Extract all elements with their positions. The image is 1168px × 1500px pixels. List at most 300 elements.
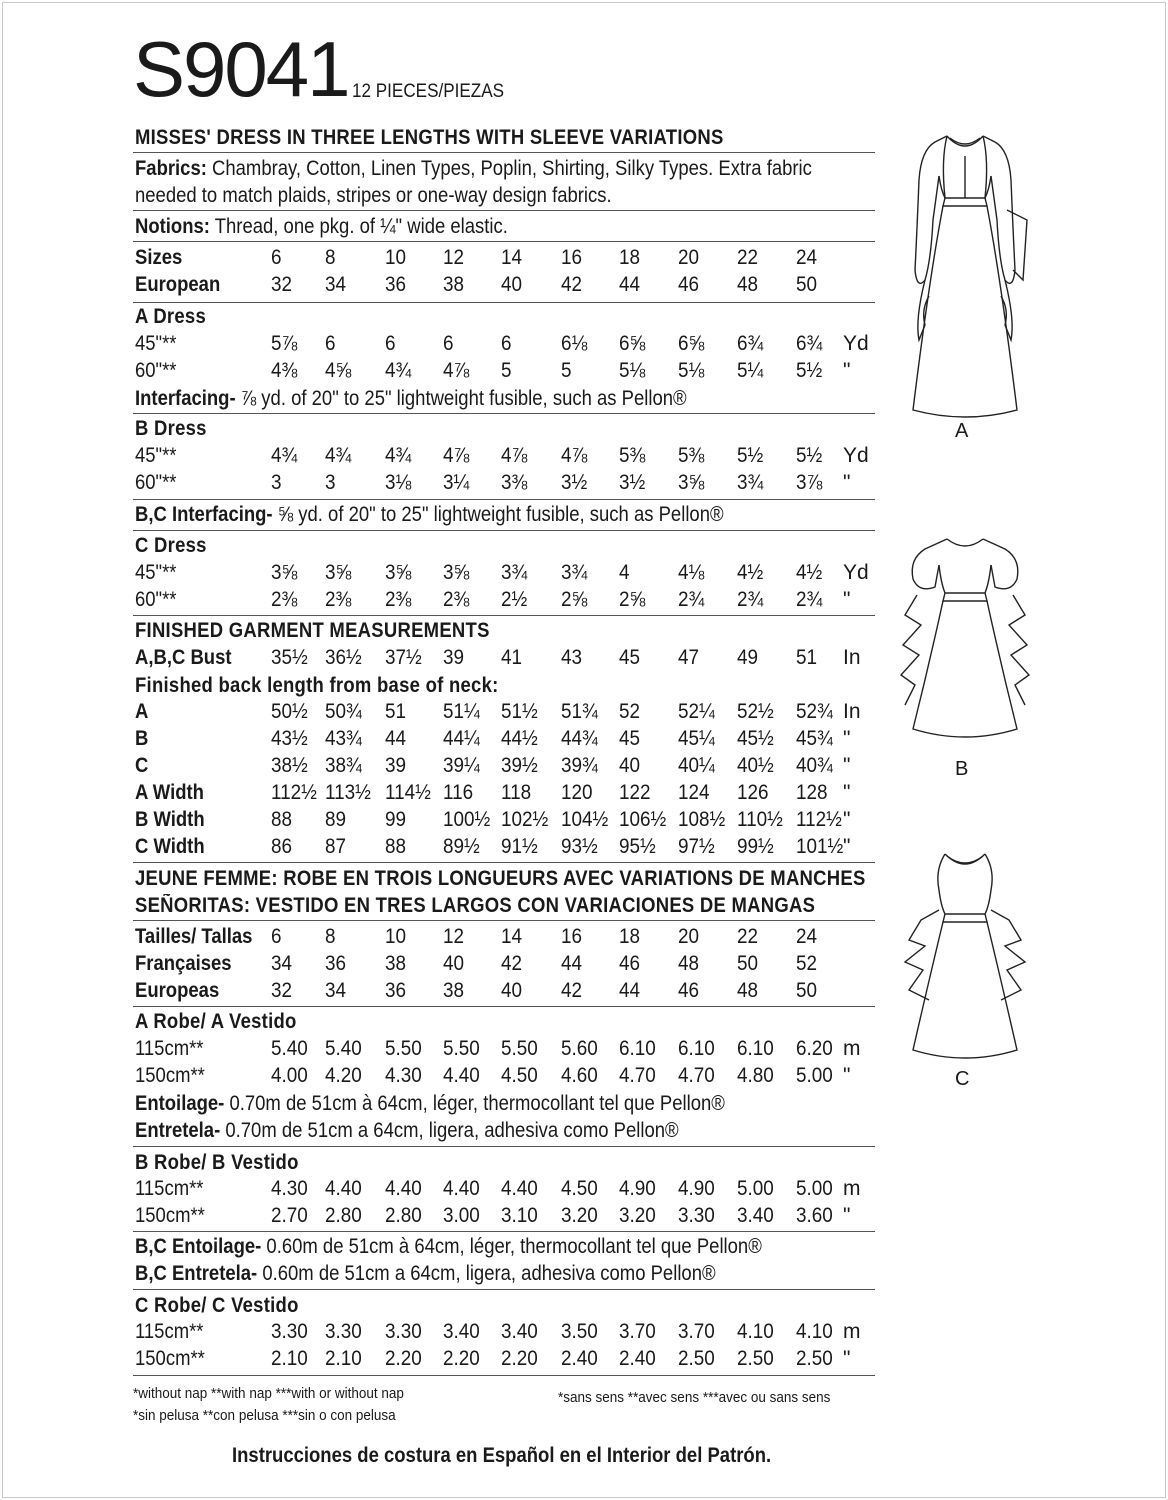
cell: 5.50 [385, 1037, 422, 1060]
cell: 4¾ [385, 359, 412, 382]
row-label: 45"** [135, 561, 177, 584]
cell: 2⅝ [619, 588, 646, 611]
cell: 5½ [796, 444, 823, 467]
cell: 91½ [501, 835, 538, 858]
cell: 38 [443, 979, 465, 1002]
notions: Notions: Thread, one pkg. of ¼" wide elastic. [135, 215, 508, 238]
unit: " [843, 754, 851, 777]
cell: 45 [619, 646, 641, 669]
cell: 50½ [271, 700, 308, 723]
cell: 2.20 [443, 1347, 480, 1370]
finished-title: FINISHED GARMENT MEASUREMENTS [135, 619, 490, 642]
divider [133, 530, 875, 531]
cell: 3⅛ [385, 471, 412, 494]
cell: 93½ [561, 835, 598, 858]
cell: 2¾ [678, 588, 705, 611]
cell: 44 [619, 979, 641, 1002]
cell: 39½ [501, 754, 538, 777]
cell: 34 [325, 273, 347, 296]
unit: In [843, 700, 861, 723]
row-label: 60"** [135, 588, 177, 611]
cell: 110½ [737, 808, 783, 831]
cell: 42 [561, 979, 583, 1002]
cell: 5⅜ [678, 444, 705, 467]
cell: 4.90 [678, 1177, 715, 1200]
cell: 4¾ [271, 444, 298, 467]
cell: 4.40 [443, 1064, 480, 1087]
cell: 18 [619, 246, 641, 269]
divider [133, 1289, 875, 1290]
bc-interfacing: B,C Interfacing- ⅝ yd. of 20" to 25" lightweight fusible, such as Pellon® [135, 503, 724, 526]
cell: 126 [737, 781, 769, 804]
cell: 2⅜ [443, 588, 470, 611]
cell: 3⅝ [443, 561, 470, 584]
row-label: 150cm** [135, 1347, 205, 1370]
cell: 4⅞ [443, 444, 470, 467]
cell: 32 [271, 273, 293, 296]
cell: 8 [325, 925, 336, 948]
cell: 3¾ [737, 471, 764, 494]
cell: 45¾ [796, 727, 833, 750]
row-label: A,B,C Bust [135, 646, 232, 669]
row-label: Sizes [135, 246, 183, 269]
cell: 41 [501, 646, 523, 669]
cell: 45½ [737, 727, 774, 750]
figure-c-label: C [955, 1068, 970, 1090]
cell: 3.70 [678, 1320, 715, 1343]
cell: 42 [501, 952, 523, 975]
unit: " [843, 727, 851, 750]
cell: 38½ [271, 754, 308, 777]
cell: 112½ [796, 808, 842, 831]
cell: 3¾ [501, 561, 528, 584]
row-label: 150cm** [135, 1204, 205, 1227]
cell: 6 [325, 332, 336, 355]
divider [133, 413, 875, 414]
cell: 2.20 [385, 1347, 422, 1370]
cell: 88 [271, 808, 293, 831]
cell: 3 [325, 471, 336, 494]
cell: 5.00 [796, 1177, 833, 1200]
cell: 3.40 [501, 1320, 538, 1343]
cell: 3.20 [561, 1204, 598, 1227]
row-label: C [135, 754, 149, 777]
cell: 2.50 [678, 1347, 715, 1370]
cell: 4¾ [385, 444, 412, 467]
cell: 6 [501, 332, 512, 355]
cell: 10 [385, 246, 407, 269]
title-fr: JEUNE FEMME: ROBE EN TROIS LONGUEURS AVEC VARIATIONS DE MANCHES [135, 867, 866, 890]
cell: 6⅝ [619, 332, 646, 355]
cell: 116 [443, 781, 474, 804]
cell: 52 [796, 952, 818, 975]
a-interfacing: Interfacing- ⅞ yd. of 20" to 25" lightweight fusible, such as Pellon® [135, 387, 687, 410]
cell: 102½ [501, 808, 549, 831]
cell: 3.60 [796, 1204, 833, 1227]
cell: 3.30 [271, 1320, 308, 1343]
unit: m [843, 1320, 861, 1343]
cell: 3¾ [561, 561, 588, 584]
cell: 3⅜ [501, 471, 528, 494]
cell: 5½ [796, 359, 823, 382]
cell: 4 [619, 561, 630, 584]
cell: 120 [561, 781, 593, 804]
cell: 4.50 [561, 1177, 598, 1200]
cell: 3⅝ [325, 561, 352, 584]
row-label: 115cm** [135, 1177, 204, 1200]
cell: 99½ [737, 835, 774, 858]
divider [133, 1375, 875, 1376]
row-label: 45"** [135, 444, 177, 467]
cell: 89½ [443, 835, 480, 858]
cell: 2.80 [385, 1204, 422, 1227]
cell: 36 [385, 979, 407, 1002]
row-label: 45"** [135, 332, 177, 355]
unit: Yd [843, 332, 869, 355]
cell: 42 [561, 273, 583, 296]
cell: 6⅝ [678, 332, 705, 355]
divider [133, 302, 875, 303]
cell: 40 [501, 979, 523, 1002]
cell: 108½ [678, 808, 726, 831]
pattern-number: S9041 [133, 25, 349, 113]
cell: 113½ [325, 781, 371, 804]
cell: 3.70 [619, 1320, 656, 1343]
cell: 5⅛ [619, 359, 646, 382]
cell: 46 [619, 952, 641, 975]
cell: 3.30 [325, 1320, 362, 1343]
cell: 2.50 [737, 1347, 774, 1370]
cell: 3⅞ [796, 471, 823, 494]
cell: 44¾ [561, 727, 598, 750]
cell: 4.90 [619, 1177, 656, 1200]
cell: 5½ [737, 444, 764, 467]
cell: 43½ [271, 727, 308, 750]
unit: Yd [843, 444, 869, 467]
cell: 5⅜ [619, 444, 646, 467]
cell: 2.50 [796, 1347, 833, 1370]
cell: 22 [737, 246, 759, 269]
cell: 52½ [737, 700, 774, 723]
title-es: SEÑORITAS: VESTIDO EN TRES LARGOS CON VARIACIONES DE MANGAS [135, 894, 816, 917]
cell: 86 [271, 835, 293, 858]
bc-entoilage: B,C Entoilage- 0.60m de 51cm à 64cm, léger, thermocollant tel que Pellon® [135, 1235, 762, 1258]
dress-c-illustration [895, 850, 1035, 1070]
cell: 12 [443, 246, 465, 269]
cell: 89 [325, 808, 347, 831]
row-label: 115cm** [135, 1037, 204, 1060]
cell: 87 [325, 835, 347, 858]
pieces-count: 12 PIECES/PIEZAS [352, 81, 505, 102]
cell: 3.40 [443, 1320, 480, 1343]
divider [133, 499, 875, 500]
cell: 32 [271, 979, 293, 1002]
divider [133, 920, 875, 921]
cell: 35½ [271, 646, 308, 669]
cell: 4⅞ [443, 359, 470, 382]
cell: 3 [271, 471, 282, 494]
cell: 40 [501, 273, 523, 296]
row-label: Europeas [135, 979, 220, 1002]
cell: 38¾ [325, 754, 362, 777]
cell: 6¾ [737, 332, 764, 355]
cell: 46 [678, 273, 700, 296]
c-robe-title: C Robe/ C Vestido [135, 1294, 299, 1317]
cell: 52¼ [678, 700, 715, 723]
b-dress-title: B Dress [135, 417, 207, 440]
cell: 24 [796, 246, 818, 269]
cell: 5.60 [561, 1037, 598, 1060]
unit: " [843, 781, 851, 804]
figure-a-label: A [955, 420, 969, 442]
cell: 14 [501, 246, 523, 269]
cell: 4.30 [271, 1177, 308, 1200]
cell: 5 [561, 359, 572, 382]
cell: 4.00 [271, 1064, 308, 1087]
cell: 4.40 [501, 1177, 538, 1200]
cell: 49 [737, 646, 759, 669]
cell: 50 [796, 273, 818, 296]
cell: 6.10 [619, 1037, 656, 1060]
cell: 3½ [561, 471, 588, 494]
divider [133, 862, 875, 863]
cell: 5.50 [501, 1037, 538, 1060]
cell: 112½ [271, 781, 317, 804]
cell: 3.10 [501, 1204, 538, 1227]
unit: " [843, 835, 851, 858]
unit: " [843, 471, 851, 494]
cell: 3⅝ [678, 471, 705, 494]
row-label: A [135, 700, 149, 723]
a-dress-title: A Dress [135, 305, 207, 328]
cell: 34 [325, 979, 347, 1002]
cell: 6 [271, 925, 282, 948]
cell: 36½ [325, 646, 362, 669]
cell: 4.40 [443, 1177, 480, 1200]
cell: 2⅜ [325, 588, 352, 611]
cell: 18 [619, 925, 641, 948]
cell: 45 [619, 727, 641, 750]
cell: 44 [561, 952, 583, 975]
cell: 22 [737, 925, 759, 948]
cell: 4⅝ [325, 359, 352, 382]
cell: 45¼ [678, 727, 715, 750]
cell: 97½ [678, 835, 715, 858]
cell: 5.40 [271, 1037, 308, 1060]
cell: 2.70 [271, 1204, 308, 1227]
cell: 4.10 [796, 1320, 833, 1343]
cell: 4.70 [678, 1064, 715, 1087]
cell: 40 [443, 952, 465, 975]
fabrics-line1: Fabrics: Chambray, Cotton, Linen Types, Poplin, Shirting, Silky Types. Extra fabric [135, 157, 812, 180]
cell: 48 [678, 952, 700, 975]
cell: 50¾ [325, 700, 362, 723]
cell: 5.00 [737, 1177, 774, 1200]
cell: 99 [385, 808, 407, 831]
cell: 48 [737, 273, 759, 296]
cell: 3.30 [678, 1204, 715, 1227]
cell: 52 [619, 700, 641, 723]
cell: 43¾ [325, 727, 362, 750]
unit: Yd [843, 561, 869, 584]
cell: 51 [385, 700, 407, 723]
cell: 4⅛ [678, 561, 705, 584]
divider [133, 1006, 875, 1007]
cell: 2.20 [501, 1347, 538, 1370]
cell: 38 [443, 273, 465, 296]
cell: 3⅝ [271, 561, 298, 584]
cell: 2.10 [271, 1347, 308, 1370]
unit: " [843, 588, 851, 611]
cell: 6 [443, 332, 454, 355]
cell: 114½ [385, 781, 431, 804]
cell: 6 [271, 246, 282, 269]
cell: 3½ [619, 471, 646, 494]
cell: 3.20 [619, 1204, 656, 1227]
cell: 51 [796, 646, 818, 669]
cell: 51¼ [443, 700, 480, 723]
cell: 10 [385, 925, 407, 948]
cell: 40 [619, 754, 641, 777]
cell: 8 [325, 246, 336, 269]
cell: 106½ [619, 808, 667, 831]
cell: 4.10 [737, 1320, 774, 1343]
row-label: 150cm** [135, 1064, 205, 1087]
row-label: B Width [135, 808, 205, 831]
cell: 2¾ [737, 588, 764, 611]
cell: 52¾ [796, 700, 833, 723]
cell: 124 [678, 781, 710, 804]
figure-b-label: B [955, 758, 969, 780]
cell: 2¾ [796, 588, 823, 611]
cell: 3.50 [561, 1320, 598, 1343]
row-label: Tailles/ Tallas [135, 925, 253, 948]
row-label: B [135, 727, 149, 750]
row-label: European [135, 273, 221, 296]
cell: 6.10 [678, 1037, 715, 1060]
a-robe-title: A Robe/ A Vestido [135, 1010, 297, 1033]
cell: 5 [501, 359, 512, 382]
cell: 39 [385, 754, 407, 777]
cell: 46 [678, 979, 700, 1002]
cell: 5¼ [737, 359, 764, 382]
bc-entretela: B,C Entretela- 0.60m de 51cm a 64cm, ligera, adhesiva como Pellon® [135, 1262, 716, 1285]
row-label: 115cm** [135, 1320, 204, 1343]
dress-b-illustration [895, 535, 1035, 755]
cell: 101½ [796, 835, 844, 858]
cell: 37½ [385, 646, 422, 669]
row-label: C Width [135, 835, 205, 858]
cell: 88 [385, 835, 407, 858]
a-entretela: Entretela- 0.70m de 51cm a 64cm, ligera, adhesiva como Pellon® [135, 1119, 679, 1142]
unit: " [843, 1347, 851, 1370]
cell: 38 [385, 952, 407, 975]
cell: 44½ [501, 727, 538, 750]
cell: 39¼ [443, 754, 480, 777]
unit: " [843, 1204, 851, 1227]
cell: 4.60 [561, 1064, 598, 1087]
cell: 50 [737, 952, 759, 975]
cell: 51½ [501, 700, 538, 723]
cell: 12 [443, 925, 465, 948]
cell: 43 [561, 646, 583, 669]
cell: 20 [678, 925, 700, 948]
cell: 5.00 [796, 1064, 833, 1087]
unit: m [843, 1177, 861, 1200]
row-label: 60"** [135, 471, 177, 494]
cell: 44 [619, 273, 641, 296]
cell: 4⅞ [561, 444, 588, 467]
cell: 4⅞ [501, 444, 528, 467]
cell: 104½ [561, 808, 609, 831]
fabrics-line2: needed to match plaids, stripes or one-way design fabrics. [135, 184, 612, 207]
cell: 6.20 [796, 1037, 833, 1060]
cell: 4¾ [325, 444, 352, 467]
cell: 4½ [796, 561, 823, 584]
cell: 44 [385, 727, 407, 750]
a-entoilage: Entoilage- 0.70m de 51cm à 64cm, léger, thermocollant tel que Pellon® [135, 1092, 725, 1115]
cell: 4.40 [325, 1177, 362, 1200]
cell: 95½ [619, 835, 656, 858]
row-label: 60"** [135, 359, 177, 382]
cell: 39¾ [561, 754, 598, 777]
cell: 4.30 [385, 1064, 422, 1087]
cell: 6.10 [737, 1037, 774, 1060]
unit: " [843, 1064, 851, 1087]
cell: 6¾ [796, 332, 823, 355]
cell: 44¼ [443, 727, 480, 750]
cell: 4.80 [737, 1064, 774, 1087]
cell: 4.40 [385, 1177, 422, 1200]
cell: 118 [501, 781, 532, 804]
cell: 2.10 [325, 1347, 362, 1370]
unit: " [843, 808, 851, 831]
unit: " [843, 359, 851, 382]
cell: 5⅞ [271, 332, 298, 355]
cell: 4⅜ [271, 359, 298, 382]
cell: 47 [678, 646, 700, 669]
cell: 4½ [737, 561, 764, 584]
row-label: Françaises [135, 952, 232, 975]
cell: 4.20 [325, 1064, 362, 1087]
cell: 34 [271, 952, 293, 975]
cell: 2½ [501, 588, 528, 611]
title-en: MISSES' DRESS IN THREE LENGTHS WITH SLEEVE VARIATIONS [135, 126, 724, 149]
cell: 3.00 [443, 1204, 480, 1227]
cell: 50 [796, 979, 818, 1002]
cell: 24 [796, 925, 818, 948]
divider [133, 1146, 875, 1147]
cell: 20 [678, 246, 700, 269]
cell: 2.80 [325, 1204, 362, 1227]
footnote-es: *sin pelusa **con pelusa ***sin o con pelusa [133, 1407, 396, 1424]
cell: 51¾ [561, 700, 598, 723]
cell: 3.40 [737, 1204, 774, 1227]
cell: 2.40 [561, 1347, 598, 1370]
cell: 2⅜ [271, 588, 298, 611]
divider [133, 615, 875, 616]
cell: 122 [619, 781, 651, 804]
cell: 2⅝ [561, 588, 588, 611]
unit: m [843, 1037, 861, 1060]
divider [133, 1231, 875, 1232]
cell: 3⅝ [385, 561, 412, 584]
cell: 5.50 [443, 1037, 480, 1060]
cell: 48 [737, 979, 759, 1002]
c-dress-title: C Dress [135, 534, 207, 557]
cell: 40½ [737, 754, 774, 777]
cell: 4.70 [619, 1064, 656, 1087]
